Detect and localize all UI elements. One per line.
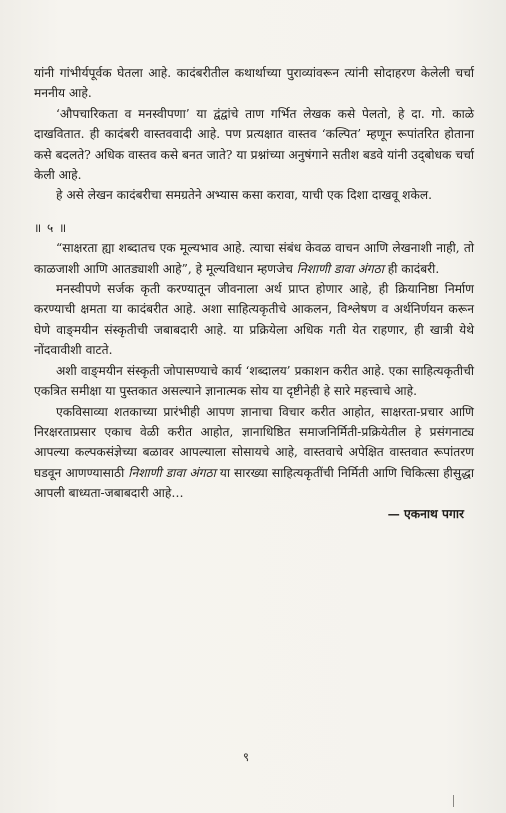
quote-text: “साक्षरता ह्या शब्दातच एक मूल्यभाव आहे. त्याचा संबंध केवळ वाचन आणि लेखनाशी नाही, तो काळजाशी आणि आतड्याशी आहे”, हे मूल्यविधान म्हणजेच — [34, 241, 474, 276]
quote-tail: ही कादंबरी. — [383, 261, 440, 276]
book-title: निशाणी डावा अंगठा — [296, 261, 384, 276]
author-signature: — एकनाथ पगार — [387, 506, 464, 521]
paragraph-6: अशी वाङ्‌मयीन संस्कृती जोपासण्याचे कार्य ‘शब्दालय’ प्रकाशन करीत आहे. एका साहित्यकृतीची एकत्रित समीक्षा या पुस्तकात असल्याने ज्ञानात्मक सोय या दृष्टीनेही हे सारे महत्त्वाचे आहे. — [34, 363, 474, 399]
section-gap — [34, 206, 474, 218]
section-number: ॥ ५ ॥ — [34, 220, 68, 235]
body-text — [34, 63, 474, 524]
paragraph-5: मनस्वीपणे सर्जक कृती करण्यातून जीवनाला अर्थ प्राप्त होणार आहे, ही क्रियानिष्ठा निर्माण करण्याची क्षमता या कादंबरीत आहे. अशा साहित्यकृतीचे आकलन, विश्लेषण व अर्थनिर्णयन करून घेणे वाङ्‌मयीन संस्कृतीची जबाबदारी आहे. या प्रक्रियेला अधिक गती येत राहणार, ही खात्री येथे नोंदवावीशी वाटते. — [34, 282, 474, 358]
paragraph-1: यांनी गांभीर्यपूर्वक घेतला आहे. कादंबरीतील कथार्थाच्या पुराव्यांवरून त्यांनी सोदाहरण केलेली चर्चा मननीय आहे. — [34, 66, 474, 101]
paragraph-2: ‘औपचारिकता व मनस्वीपणा’ या द्वंद्वांचे ताण गर्भित लेखक कसे पेलतो, हे दा. गो. काळे दाखवितात. ही कादंबरी वास्तववादी आहे. पण प्रत्यक्षात वास्तव ‘कल्पित’ म्हणून रूपांतरित होताना कसे बदलते? अधिक वास्तव कसे बनत जाते? या प्रश्नांच्या अनुषंगाने सतीश बडवे यांनी उद्‌बोधक चर्चा केली आहे. — [34, 106, 474, 183]
paragraph-4 — [34, 238, 474, 279]
paragraph-3: हे असे लेखन कादंबरीचा समग्रतेने अभ्यास कसा करावा, याची एक दिशा दाखवू शकेल. — [56, 188, 432, 203]
book-title-2: निशाणी डावा अंगठा — [128, 465, 216, 480]
page-number: ९ — [242, 750, 250, 764]
edge-mark — [453, 795, 458, 807]
paragraph-7 — [34, 402, 474, 504]
paragraph-7-text: एकविसाव्या शतकाच्या प्रारंभीही आपण ज्ञानाचा विचार करीत आहोत, साक्षरता-प्रचार आणि निरक्षरताप्रसार एकाच वेळी करीत आहोत, ज्ञानाधिष्ठित समाजनिर्मिती-प्रक्रियेतील हे प्रसंगनाट्य आपल्या कल्पकसंज्ञेच्या बळावर आपल्याला सोसायचे आहे, वास्तवाचे अपेक्षित वास्तवात रूपांतरण घडवून आणण्यासाठी — [34, 404, 474, 480]
paragraph-7-tail: या सारख्या साहित्यकृतींची निर्मिती आणि चिकित्सा हीसुद्धा आपली बाध्यता-जबाबदारी आहे… — [34, 465, 474, 501]
